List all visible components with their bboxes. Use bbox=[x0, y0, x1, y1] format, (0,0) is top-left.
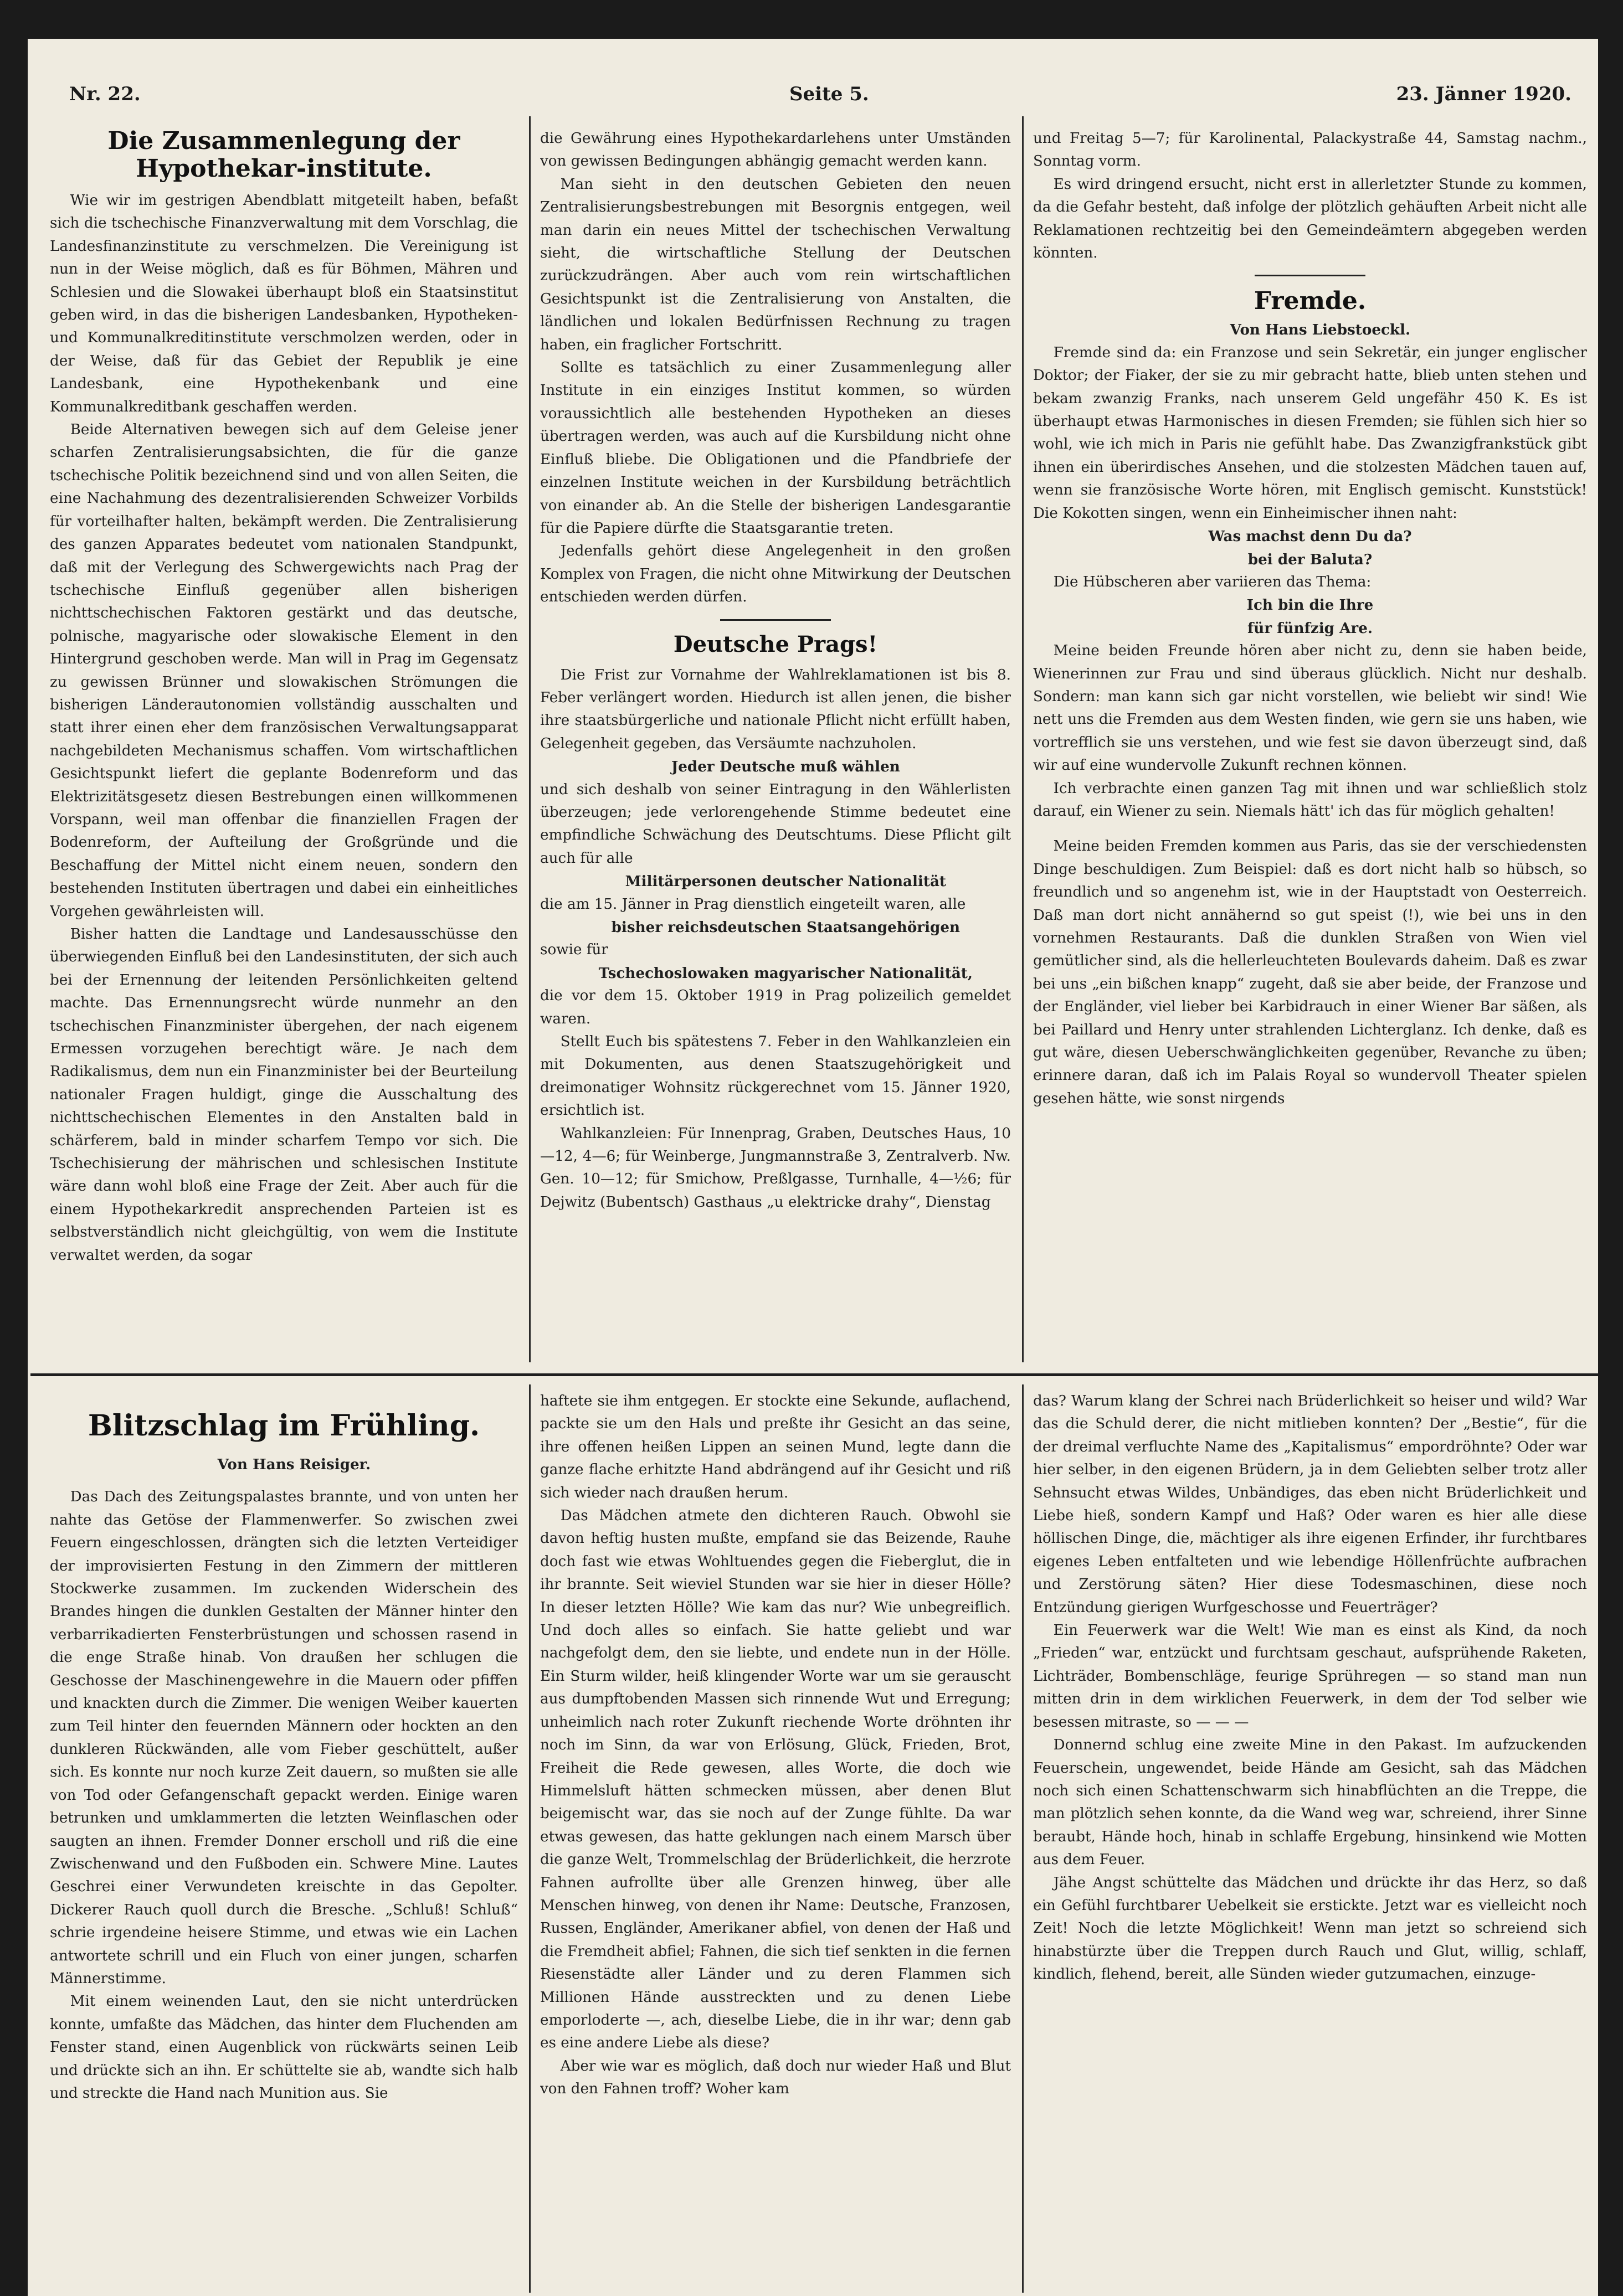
paragraph: sowie für bbox=[540, 941, 608, 959]
article-hypothekar-column-1 bbox=[50, 127, 518, 1368]
verse-line: für fünfzig Are. bbox=[1247, 619, 1373, 637]
paragraph: Meine beiden Fremden kommen aus Paris, das sie der verschiedensten Dinge beschuldigen. Zum Beispiel: daß es dort nicht halb so hübsch, so freundlich und so angenehm ist, wie in der Hauptstadt von Oesterreich. Daß man dort nicht annähernd so gut speist (!), wie bei uns in den vornehmen Restaurants. Daß die dunklen Straßen von Wien viel gemütlicher sind, als die hellerleuchteten Boulevards daheim. Daß es zwar bei uns „ein bißchen knapp“ zugeht, daß sie aber beide, der Franzose und der Engländer, viel lieber bei Karbidrauch in einer Wiener Bar säßen, als bei Paillard und Henry unter strahlenden Lichterglanz. Ich denke, daß es gut wäre, diesen Ueberschwänglichkeiten gegenüber, Revanche zu üben; erinnere daran, daß ich im Palais Royal so wundervoll Theater spielen gesehen hätte, wie sonst nirgends bbox=[1033, 838, 1587, 1107]
separator bbox=[1255, 275, 1365, 276]
subheading: Jeder Deutsche muß wählen bbox=[671, 758, 900, 776]
paragraph: Die Hübscheren aber variieren das Thema: bbox=[1053, 573, 1372, 590]
paragraph: Ich verbrachte einen ganzen Tag mit ihnen und war schließlich stolz darauf, ein Wiener zu sein. Niemals hätt' ich das für möglich gehalten! bbox=[1033, 780, 1587, 820]
subheading: Militärpersonen deutscher Nationalität bbox=[625, 873, 947, 890]
byline: Von Hans Liebstoeckl. bbox=[1230, 321, 1411, 339]
column-rule bbox=[1022, 116, 1024, 1362]
subheading: bisher reichsdeutschen Staatsangehörigen bbox=[611, 919, 961, 936]
paragraph: und sich deshalb von seiner Eintragung in den Wählerlisten überzeugen; jede verlorengehende Stimme bedeutet eine empfindliche Schwächung des Deutschtums. Diese Pflicht gilt auch für alle bbox=[540, 781, 1011, 867]
article-blitzschlag-column-1 bbox=[50, 1390, 518, 2287]
page-header bbox=[44, 83, 1587, 122]
issue-number: Nr. 22. bbox=[69, 83, 141, 105]
article-blitzschlag-column-2 bbox=[540, 1390, 1011, 2287]
paragraph: haftete sie ihm entgegen. Er stockte eine Sekunde, auflachend, packte sie um den Hals und preßte ihr Gesicht an das seine, ihre offenen heißen Lippen an seinen Mund, legte dann die ganze flache erhitzte Hand abdrängend auf ihr Gesicht und riß sich wieder nach draußen herum. bbox=[540, 1393, 1011, 1501]
column-rule bbox=[529, 116, 531, 1362]
paragraph: Man sieht in den deutschen Gebieten den neuen Zentralisierungsbestrebungen mit Besorgnis entgegen, weil man darin ein neues Mittel der tschechischen Verwaltung sieht, die wirtschaftliche Stellung der Deutschen zurückzudrängen. Aber auch vom rein wirtschaftlichen Gesichtspunkt ist die Zentralisierung von Anstalten, die ländlichen und lokalen Bedürfnissen Rechnung zu tragen haben, ein fraglicher Fortschritt. bbox=[540, 176, 1011, 353]
paragraph: Jedenfalls gehört diese Angelegenheit in den großen Komplex von Fragen, die nicht ohne Mitwirkung der Deutschen entschieden werden dürfen. bbox=[540, 543, 1011, 606]
paragraph: Jähe Angst schüttelte das Mädchen und drückte ihr das Herz, so daß ein Gefühl furchtbarer Uebelkeit sie erstickte. Jetzt war es vielleicht noch Zeit! Noch die letzte Möglichkeit! Wenn man jetzt so schreiend sich hinabstürzte über die Treppen durch Rauch und Glut, willig, schlaff, kindlich, flehend, bereit, alle Sünden wieder gutzumachen, einzuge- bbox=[1033, 1874, 1587, 1983]
column-rule bbox=[1022, 1384, 1024, 2293]
paragraph: das? Warum klang der Schrei nach Brüderlichkeit so heiser und wild? War das die Schuld derer, die nicht mitlieben konnten? Der „Bestie“, für die der dreimal verfluchte Name des „Kapitalismus“ empordröhnte? Oder war hier selber, in den eigenen Brüdern, ja in dem Geliebten selber trotz aller Sehnsucht etwas Wildes, Unbändiges, das eben nicht Brüderlichkeit und Liebe hieß, sondern Kampf und Haß? Oder waren es hier alle diese höllischen Dinge, die, mächtiger als ihre eigenen Erfinder, ihr furchtbares eigenes Leben entfalteten und wie lebendige Höllenfrüchte aufbrachen und Zerstörung säten? Hier diese Todesmaschinen, diese noch Entzündung gierigen Wurfgeschosse und Feuerträger? bbox=[1033, 1393, 1587, 1616]
paragraph: Mit einem weinenden Laut, den sie nicht unterdrücken konnte, umfaßte das Mädchen, das hinter dem Fluchenden am Fenster stand, einen Augenblick von rückwärts seinen Leib und drückte sich an ihn. Er schüttelte sie ab, wandte sich halb und streckte die Hand nach Munition aus. Sie bbox=[50, 1993, 518, 2102]
paragraph: Sollte es tatsächlich zu einer Zusammenlegung aller Institute in ein einziges Institut kommen, so würden voraussichtlich alle bestehenden Hypotheken an dieses übertragen werden, was auch auf die Kursbildung nicht ohne Einfluß bliebe. Die Obligationen und die Pfandbriefe der einzelnen Institute weichen in der Kursbildung beträchtlich von einander ab. An die Stelle der bisherigen Landesgarantie für die Papiere dürfte die Staatsgarantie treten. bbox=[540, 359, 1011, 537]
byline: Von Hans Reisiger. bbox=[217, 1456, 371, 1473]
page-number: Seite 5. bbox=[789, 83, 869, 105]
paragraph: Donnernd schlug eine zweite Mine in den Pakast. Im aufzuckenden Feuerschein, ungewendet, beide Hände am Gesicht, sah das Mädchen noch sich einen Schattenschwarm sich hinabflüchten an die Treppe, die man plötzlich sehen konnte, da die Wand weg war, schreiend, ihrer Sinne beraubt, Hände hoch, hinab in schlaffe Ergebung, hinsinkend wie Motten aus dem Feuer. bbox=[1033, 1737, 1587, 1868]
paragraph: und Freitag 5—7; für Karolinental, Palackystraße 44, Samstag nachm., Sonntag vorm. bbox=[1033, 130, 1587, 170]
paragraph: Wie wir im gestrigen Abendblatt mitgeteilt haben, befaßt sich die tschechische Finanzverwaltung mit dem Vorschlag, die Landesfinanzinstitute zu verschmelzen. Die Vereinigung ist nun in der Weise möglich, daß es für Böhmen, Mähren und Schlesien und die Slowakei überhaupt bloß ein Staatsinstitut geben wird, in das die bisherigen Landesbanken, Hypotheken- und Kommunalkreditinstitute verschmolzen werden, oder in der Weise, daß für das Gebiet der Republik je eine Landesbank, eine Hypothekenbank und eine Kommunalkreditbank geschaffen werden. bbox=[50, 192, 518, 415]
separator bbox=[720, 619, 831, 621]
paragraph: Das Mädchen atmete den dichteren Rauch. Obwohl sie davon heftig husten mußte, empfand sie das Beizende, Rauhe doch fast wie etwas Wohltuendes gegen die Fieberglut, die in ihr brannte. Seit wieviel Stunden war sie hier in dieser Hölle? In dieser letzten Hölle? Wie kam das nur? Wie unbegreiflich. Und doch alles so einfach. Sie hatte geliebt und war nachgefolgt dem, den sie liebte, und endete nun in der Hölle. Ein Sturm wilder, heiß klingender Worte war um sie gerauscht aus dumpftobenden Massen sich rinnende Wut und Erregung; unheimlich nach roter Zukunft riechende Worte dröhnten ihr noch im Sinn, da war von Erlösung, Glück, Frieden, Brot, Freiheit die Rede gewesen, alles Worte, die doch wie Himmelsluft hätten schmecken müssen, aber denen Blut beigemischt war, das sie noch auf der Zunge fühlte. Da war etwas gewesen, das hatte geklungen nach einem Marsch über die ganze Welt, Trommelschlag der Brüderlichkeit, die herzrote Fahnen aufrollte über alle Grenzen hinweg, über alle Menschen hinweg, von denen ihr Name: Deutsche, Franzosen, Russen, Engländer, Amerikaner abfiel, von denen der Haß und die Fremdheit abfiel; Fahnen, die sich tief senkten in die fernen Riesenstädte aller Länder und zu deren Flammen sich Millionen Hände ausstreckten und zu denen Liebe emporloderte —, ach, dieselbe Liebe, die in ihr war; denn gab es eine andere Liebe als diese? bbox=[540, 1507, 1011, 2052]
paragraph: Bisher hatten die Landtage und Landesausschüsse den überwiegenden Einfluß bei den Landesinstituten, der sich auch bei der Ernennung der leitenden Persönlichkeiten geltend machte. Das Ernennungsrecht würde nunmehr an den tschechischen Finanzminister übergehen, der nach eigenem Ermessen vorzugehen berechtigt wäre. Je nach dem Radikalismus, dem nun ein Finanzminister bei der Beurteilung nationaler Fragen huldigt, ginge die Ausschaltung des nichttschechischen Elementes in den Anstalten bald in schärferem, bald in minder scharfem Tempo vor sich. Die Tschechisierung der mährischen und schlesischen Institute wäre dann wohl bloß eine Frage der Zeit. Aber auch für die einem Hypothekarkredit ansprechenden Parteien ist es selbstverständlich nicht gleichgültig, von wem die Institute verwaltet werden, da sogar bbox=[50, 926, 518, 1264]
verse-line: bei der Baluta? bbox=[1247, 550, 1373, 568]
paragraph: Ein Feuerwerk war die Welt! Wie man es einst als Kind, da noch „Frieden“ war, entzückt und furchtsam geschaut, aufsprühende Raketen, Lichträder, Bombenschläge, feurige Sprühregen — so stand man nun mitten drin in dem wirklichen Feuerwerk, in dem der Tod selber wie besessen mitraste, so — — — bbox=[1033, 1622, 1587, 1731]
verse-line: Ich bin die Ihre bbox=[1246, 596, 1374, 614]
article-title: Die Zusammenlegung der Hypothekar-institute. bbox=[107, 127, 460, 183]
paragraph: Das Dach des Zeitungspalastes brannte, und von unten her nahte das Getöse der Flammenwerfer. So zwischen zwei Feuern eingeschlossen, drängten sich die letzten Verteidiger der improvisierten Festung in den Zimmern der mittleren Stockwerke zusammen. Im zuckenden Widerschein des Brandes hingen die dunklen Gestalten der Männer hinter den verbarrikadierten Fensterbrüstungen und schossen rasend in die enge Straße hinab. Von draußen her schlugen die Geschosse der Maschinengewehre in die Mauern oder pfiffen und knackten durch die Zimmer. Die wenigen Weiber kauerten zum Teil hinter den feuernden Männern oder hockten an den dunkleren Rückwänden, alle vom Fieber geschüttelt, außer sich. Es konnte nur noch kurze Zeit dauern, so mußten sie alle von Tod oder Gefangenschaft gepackt werden. Einige waren betrunken und umklammerten die letzten Weinflaschen oder saugten an ihnen. Fremder Donner erscholl und riß die eine Zwischenwand und den Fußboden ein. Schwere Mine. Lautes Geschrei einer Verwundeten kreischte in das Gepolter. Dickerer Rauch quoll durch die Bresche. „Schluß! Schluß“ schrie irgendeine heisere Stimme, und etwas wie ein Lachen antwortete schrill und ein Fluch von einer jungen, scharfen Männerstimme. bbox=[50, 1489, 518, 1987]
subheading: Tschechoslowaken magyarischer Nationalität, bbox=[598, 964, 973, 982]
paragraph: Die Frist zur Vornahme der Wahlreklamationen ist bis 8. Feber verlängert worden. Hiedurch ist allen jenen, die bisher ihre staatsbürgerliche und nationale Pflicht nicht erfüllt haben, Gelegenheit gegeben, das Versäumte nachzuholen. bbox=[540, 666, 1011, 752]
article-column-2 bbox=[540, 127, 1011, 1368]
section-divider bbox=[30, 1373, 1598, 1376]
paragraph: Aber wie war es möglich, daß doch nur wieder Haß und Blut von den Fahnen troff? Woher kam bbox=[540, 2057, 1011, 2098]
article-column-3 bbox=[1033, 127, 1587, 1368]
verse-line: Was machst denn Du da? bbox=[1208, 528, 1412, 545]
paragraph: die am 15. Jänner in Prag dienstlich eingeteilt waren, alle bbox=[540, 895, 966, 913]
paragraph: Wahlkanzleien: Für Innenprag, Graben, Deutsches Haus, 10—12, 4—6; für Weinberge, Jungmannstraße 3, Zentralverb. Nw. Gen. 10—12; für Smichow, Preßlgasse, Turnhalle, 4—½6; für Dejwitz (Bubentsch) Gasthaus „u elektricke drahy“, Dienstag bbox=[540, 1125, 1011, 1211]
article-blitzschlag-column-3 bbox=[1033, 1390, 1587, 2287]
article-title: Blitzschlag im Frühling. bbox=[88, 1409, 480, 1443]
issue-date: 23. Jänner 1920. bbox=[1396, 83, 1571, 105]
paragraph: Meine beiden Freunde hören aber nicht zu, denn sie haben beide, Wienerinnen zur Frau und sind überaus glücklich. Nicht nur deshalb. Sondern: man kann sich gar nicht vorstellen, wie beliebt wir sind! Wie nett uns die Fremden aus dem Westen finden, wie gern sie uns haben, wie vortrefflich sie uns verstehen, und wie fest sie davon überzeugt sind, daß wir auf eine wundervolle Zukunft rechnen können. bbox=[1033, 642, 1587, 774]
column-rule bbox=[529, 1384, 531, 2293]
paragraph: Stellt Euch bis spätestens 7. Feber in den Wahlkanzleien ein mit Dokumenten, aus denen Staatszugehörigkeit und dreimonatiger Wohnsitz rückgerechnet vom 15. Jänner 1920, ersichtlich ist. bbox=[540, 1033, 1011, 1119]
article-title: Deutsche Prags! bbox=[673, 631, 878, 657]
paragraph: die Gewährung eines Hypothekardarlehens unter Umständen von gewissen Bedingungen abhängig gemacht werden kann. bbox=[540, 130, 1011, 170]
paragraph: die vor dem 15. Oktober 1919 in Prag polizeilich gemeldet waren. bbox=[540, 987, 1011, 1027]
paragraph: Beide Alternativen bewegen sich auf dem Geleise jener scharfen Zentralisierungsabsichten, die für die ganze tschechische Politik bezeichnend sind und von allen Seiten, die eine Nachahmung des dezentralisierenden Schweizer Vorbilds für vorteilhafter halten, bekämpft werden. Die Zentralisierung des ganzen Apparates bedeutet vom nationalen Standpunkt, daß mit der Verlegung des Schwergewichts nach Prag der tschechische Einfluß gegenüber allen bisherigen nichttschechischen Faktoren gestärkt und das deutsche, polnische, magyarische oder slowakische Element in den Hintergrund geschoben werde. Man will in Prag im Gegensatz zu gewissen Brünner und slowakischen Strömungen die bisherigen Länderautonomien vollständig ausschalten und statt ihrer einen eher dem französischen Verwaltungsapparat nachgebildeten Mechanismus schaffen. Vom wirtschaftlichen Gesichtspunkt liefert die geplante Bodenreform und das Elektrizitätsgesetz diesen Bestrebungen einen willkommenen Vorspann, weil man offenbar die finanziellen Fragen der Bodenreform, der Aufteilung der Großgründe und die Beschaffung der Mittel nicht einem neuen, sondern den bestehenden Instituten übertragen und dabei ein einheitliches Vorgehen gewährleisten will. bbox=[50, 421, 518, 920]
newspaper-page bbox=[28, 39, 1598, 2296]
paragraph: Es wird dringend ersucht, nicht erst in allerletzter Stunde zu kommen, da die Gefahr besteht, daß infolge der plötzlich gehäuften Arbeit nicht alle Reklamationen rechtzeitig bei den Gemeindeämtern abgegeben werden könnten. bbox=[1033, 176, 1587, 262]
paragraph: Fremde sind da: ein Franzose und sein Sekretär, ein junger englischer Doktor; der Fiaker, der sie zu mir gebracht hatte, blieb unten stehen und bekam zwanzig Franks, nach unserem Geld ungefähr 450 K. Es ist überhaupt etwas Harmonisches in diesen Fremden; sie fühlen sich hier so wohl, wie ich mich in Paris nie gefühlt habe. Das Zwanzigfrankstück gibt ihnen ein überirdisches Ansehen, und die stolzesten Mädchen tauen auf, wenn sie französische Worte hören, mit Englisch gemischt. Kunststück! Die Kokotten singen, wenn ein Einheimischer ihnen naht: bbox=[1033, 344, 1587, 522]
article-title: Fremde. bbox=[1254, 287, 1367, 316]
